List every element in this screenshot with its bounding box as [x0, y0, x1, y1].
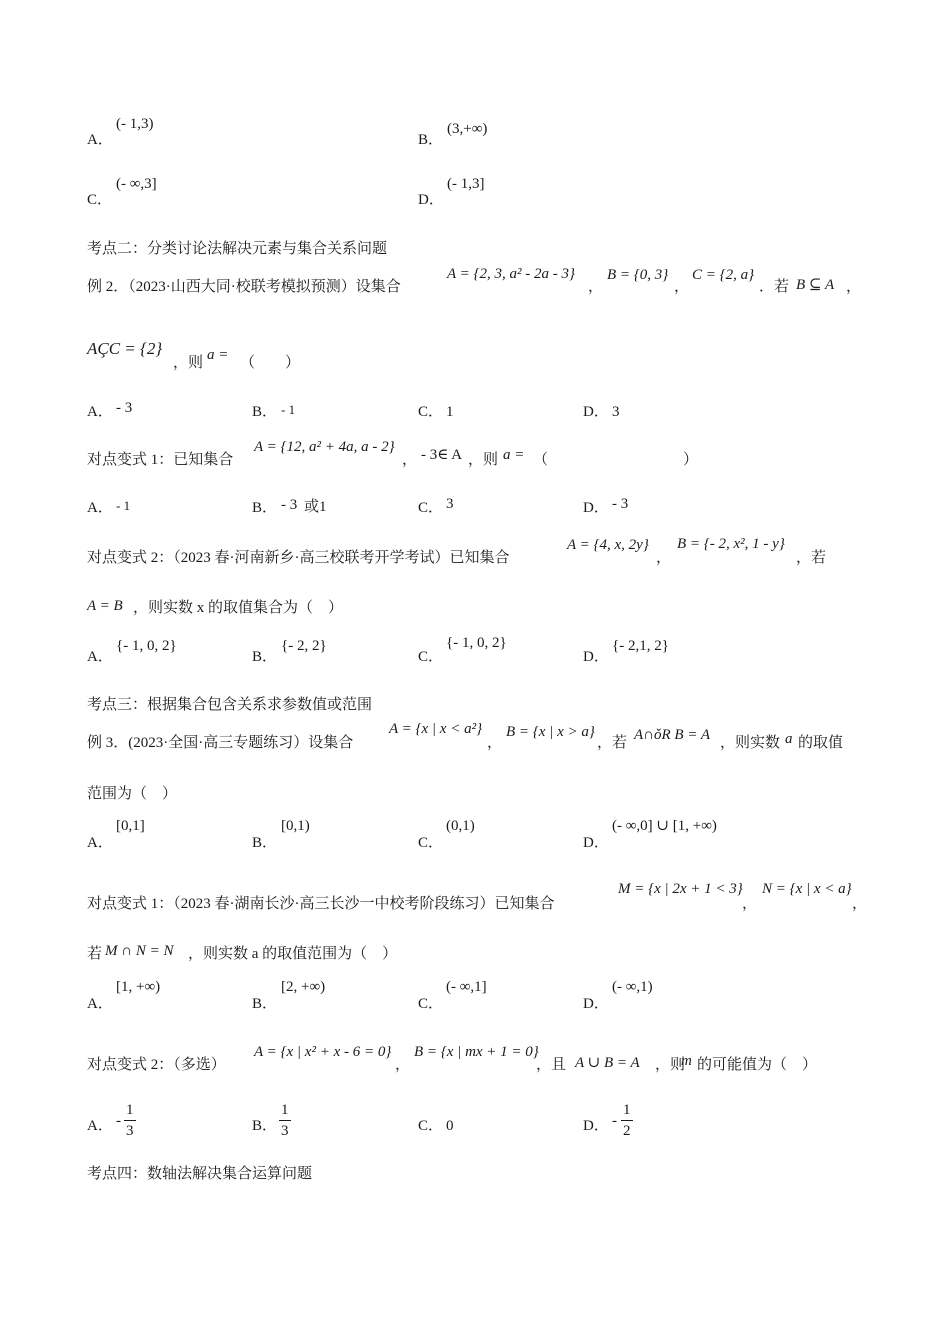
option-a-label: A． [87, 500, 113, 516]
option-b-suffix: 或1 [304, 499, 327, 515]
option-d-value: 3 [612, 404, 620, 420]
option-a-value: - 3 [116, 400, 133, 416]
option-a-value: {- 1, 0, 2} [116, 638, 177, 654]
option-b-label: B． [252, 835, 278, 851]
fraction-numerator: 1 [279, 1103, 291, 1121]
option-d-label: D． [583, 996, 609, 1012]
question-text: 范围为（ ） [87, 786, 178, 802]
connector-text: ，若 [796, 550, 827, 566]
option-a-label: A． [87, 649, 113, 665]
connector-text: ，且 [536, 1057, 567, 1073]
connector-text: ，则 [468, 452, 499, 468]
connector-text: ，则实数 [720, 735, 781, 751]
option-b-label: B． [418, 132, 444, 148]
option-b-fraction [279, 1103, 291, 1139]
punctuation: ， [402, 452, 418, 468]
variable: a [785, 731, 793, 747]
option-d-sign: - [612, 1113, 617, 1129]
option-c-label: C． [418, 835, 444, 851]
connector-text: 若 [87, 946, 103, 962]
option-a-label: A． [87, 404, 113, 420]
punctuation: ， [674, 279, 690, 295]
option-c-label: C． [418, 404, 444, 420]
punctuation: ， [742, 896, 758, 912]
option-a-fraction [124, 1103, 136, 1139]
punctuation: ， [656, 550, 672, 566]
section-title: 考点三：根据集合包含关系求参数值或范围 [87, 697, 373, 713]
option-d-label: D． [583, 500, 609, 516]
option-d-label: D． [418, 192, 444, 208]
connector-text: ，则 [655, 1057, 686, 1073]
condition-expression: AÇC = {2} [87, 339, 163, 358]
option-a-value: - 1 [116, 498, 131, 513]
condition-expression: B ⊆ A [796, 277, 835, 293]
option-b-label: B． [252, 1118, 278, 1134]
option-a-math: (- 1,3) [116, 116, 154, 132]
connector-text: ，若 [597, 735, 628, 751]
option-c-value: 3 [446, 496, 454, 512]
option-b-label: B． [252, 404, 278, 420]
punctuation: ， [852, 896, 868, 912]
punctuation: ， [588, 279, 604, 295]
option-a-value: [0,1] [116, 818, 145, 834]
fraction-denominator: 3 [126, 1123, 134, 1139]
variant-prefix: 对点变式 2：（2023 春·河南新乡·高三校联考开学考试）已知集合 [87, 550, 510, 566]
option-d-label: D． [583, 835, 609, 851]
option-d-value: - 3 [612, 496, 629, 512]
option-c-label: C． [418, 996, 444, 1012]
option-b-label: B． [252, 996, 278, 1012]
question-text: 的可能值为（ ） [697, 1057, 818, 1073]
question-text: ，则实数 a 的取值范围为（ ） [188, 946, 398, 962]
option-b-value: [0,1) [281, 818, 310, 834]
option-b-value: {- 2, 2} [281, 638, 327, 654]
section-title: 考点二：分类讨论法解决元素与集合关系问题 [87, 241, 388, 257]
condition-expression: A = B [87, 598, 123, 614]
answer-paren: （ ） [533, 452, 699, 468]
connector-text: ．若 [759, 279, 790, 295]
option-d-value: (- ∞,0] ∪ [1, +∞) [612, 818, 717, 834]
condition-expression: M ∩ N = N [105, 943, 174, 959]
set-a-expression: A = {12, a² + 4a, a - 2} [254, 439, 395, 455]
set-b-expression: B = {x | x > a} [506, 724, 595, 740]
set-c-expression: C = {2, a} [692, 267, 755, 283]
option-a-label: A． [87, 1118, 113, 1134]
option-d-fraction [621, 1103, 633, 1139]
option-b-value: - 1 [281, 402, 296, 417]
set-a-expression: A = {4, x, 2y} [567, 537, 649, 553]
variant-prefix: 对点变式 1：（2023 春·湖南长沙·高三长沙一中校考阶段练习）已知集合 [87, 896, 555, 912]
example-prefix: 例 2．（2023·山西大同·校联考模拟预测）设集合 [87, 279, 401, 295]
punctuation: ， [846, 279, 862, 295]
option-d-label: D． [583, 1118, 609, 1134]
option-b-math: (3,+∞) [447, 121, 488, 137]
option-d-value: {- 2,1, 2} [612, 638, 669, 654]
option-c-label: C． [418, 649, 444, 665]
punctuation: ， [487, 735, 503, 751]
fraction-denominator: 3 [281, 1123, 289, 1139]
variable: m [681, 1053, 692, 1069]
set-n-expression: N = {x | x < a} [762, 881, 852, 897]
option-a-value: [1, +∞) [116, 979, 161, 995]
set-a-expression: A = {x | x² + x - 6 = 0} [254, 1044, 392, 1060]
condition-expression: A∩ǒR B = A [634, 727, 711, 743]
connector-text: ，则 [173, 355, 204, 371]
option-d-value: (- ∞,1) [612, 979, 653, 995]
example-prefix: 例 3．(2023·全国·高三专题练习）设集合 [87, 735, 354, 751]
answer-paren: （ ） [240, 355, 301, 371]
option-c-label: C． [418, 1118, 444, 1134]
question-variable: a = [503, 447, 525, 463]
option-c-value: {- 1, 0, 2} [446, 635, 507, 651]
option-c-value: 0 [446, 1118, 454, 1134]
option-a-label: A． [87, 835, 113, 851]
punctuation: ， [395, 1057, 411, 1073]
option-c-value: (- ∞,1] [446, 979, 487, 995]
option-b-value: - 3 [281, 497, 298, 513]
variant-prefix: 对点变式 1：已知集合 [87, 452, 234, 468]
option-c-label: C． [418, 500, 444, 516]
option-d-math: (- 1,3] [447, 176, 485, 192]
set-b-expression: B = {- 2, x², 1 - y} [677, 536, 785, 552]
option-a-label: A． [87, 996, 113, 1012]
question-variable: a = [207, 347, 229, 363]
connector-text: 的取值 [798, 735, 844, 751]
option-a-label: A． [87, 132, 113, 148]
set-b-expression: B = {0, 3} [607, 267, 669, 283]
option-c-value: (0,1) [446, 818, 475, 834]
option-b-value: [2, +∞) [281, 979, 326, 995]
option-a-sign: - [116, 1113, 121, 1129]
option-b-label: B． [252, 649, 278, 665]
condition-expression: A ∪ B = A [575, 1055, 640, 1071]
option-b-label: B． [252, 500, 278, 516]
set-a-expression: A = {x | x < a²} [389, 721, 483, 737]
fraction-denominator: 2 [623, 1123, 631, 1139]
variant-prefix: 对点变式 2：（多选） [87, 1057, 226, 1073]
question-text: ，则实数 x 的取值集合为（ ） [133, 600, 344, 616]
set-a-expression: A = {2, 3, a² - 2a - 3} [447, 266, 575, 282]
option-d-label: D． [583, 649, 609, 665]
set-m-expression: M = {x | 2x + 1 < 3} [618, 881, 743, 897]
condition-expression: - 3∈ A [421, 447, 463, 463]
option-d-label: D． [583, 404, 609, 420]
set-b-expression: B = {x | mx + 1 = 0} [414, 1044, 539, 1060]
fraction-numerator: 1 [621, 1103, 633, 1121]
section-title: 考点四：数轴法解决集合运算问题 [87, 1166, 313, 1182]
option-c-math: (- ∞,3] [116, 176, 157, 192]
fraction-numerator: 1 [124, 1103, 136, 1121]
option-c-value: 1 [446, 404, 454, 420]
option-c-label: C． [87, 192, 113, 208]
